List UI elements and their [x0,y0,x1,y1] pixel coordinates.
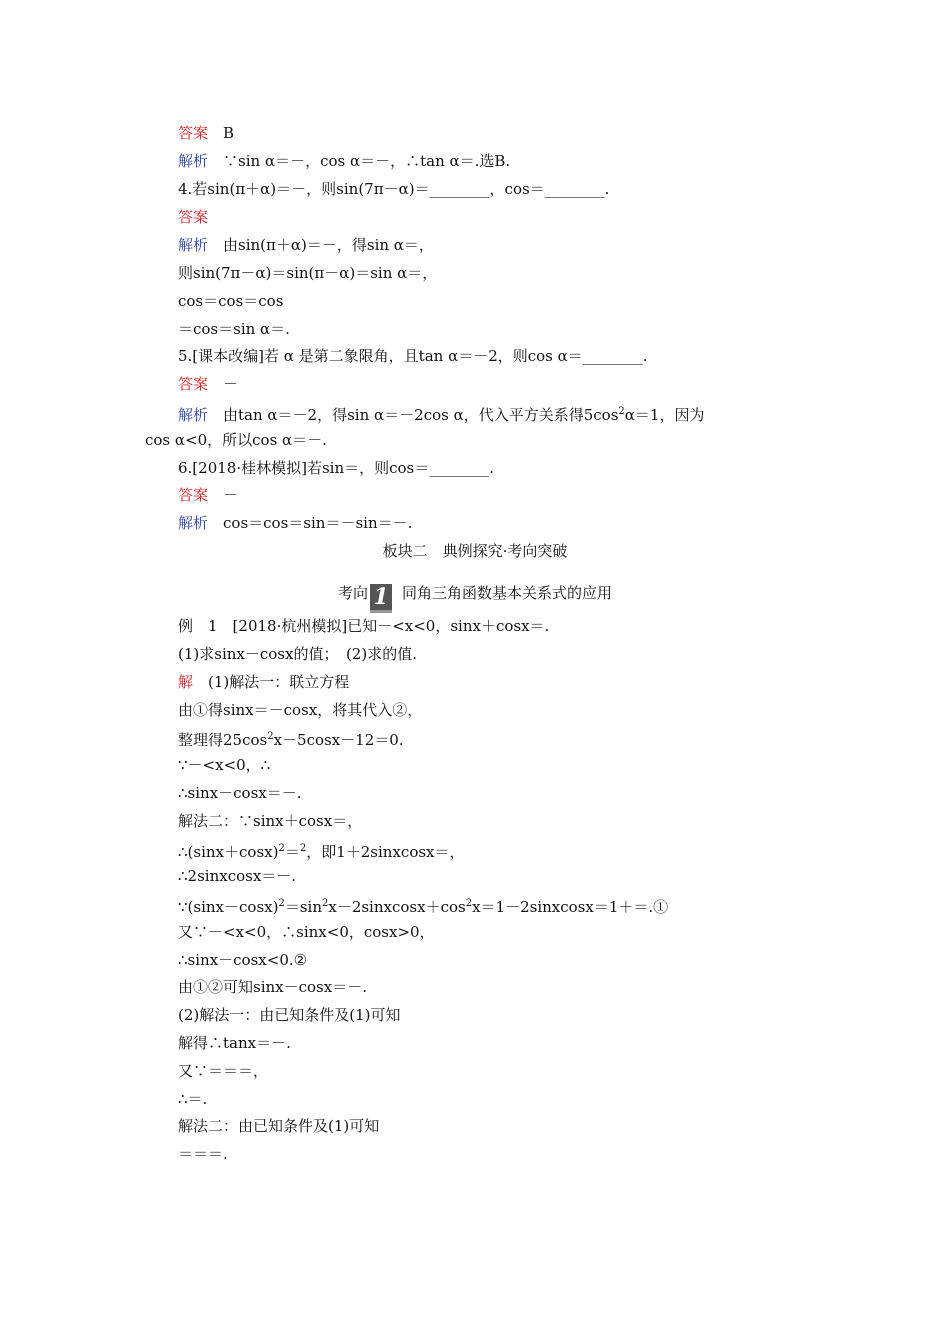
analysis-label: 解析 [178,152,209,170]
analysis-text: 由tan α＝－2，得sin α＝－2cos α，代入平方关系得5cos [223,406,619,424]
analysis-label: 解析 [178,406,209,424]
solution-line-11 [178,950,307,970]
question-4 [178,179,609,199]
solution-text: (2)解法一：由已知条件及(1)可知 [178,1006,401,1024]
analysis-line-5b [145,430,327,450]
question-6 [178,458,494,478]
analysis-text: ∵sin α＝－，cos α＝－，∴tan α＝.选B. [223,152,511,170]
solution-text: ，即1＋2sinxcosx＝， [306,843,465,861]
example-text: (1)求sinx－cosx的值； (2)求的值. [178,645,417,663]
analysis-text: cos α<0，所以cos α＝－. [145,431,327,449]
answer-line-4 [178,207,208,227]
superscript: 2 [618,406,625,417]
solution-line-10 [178,922,435,942]
solution-line-18 [178,1144,228,1164]
solution-line-13 [178,1005,401,1025]
answer-line-3 [178,123,234,143]
analysis-text: cos＝cos＝sin＝－sin＝－. [223,514,413,532]
superscript: 2 [278,843,285,854]
solution-text: 解法二：∵sinx＋cosx＝， [178,812,363,830]
solution-text: (1)解法一：联立方程 [208,673,350,691]
answer-label: 答案 [178,486,209,504]
example-1 [178,616,549,636]
solution-text: ∵－<x<0，∴ [178,756,271,774]
solution-line-4 [178,755,270,775]
answer-line-5 [178,374,238,394]
superscript: 2 [278,898,285,909]
analysis-text: 由sin(π＋α)＝－，得sin α＝， [223,236,434,254]
solution-line-15 [178,1061,268,1081]
topic-prefix: 考向 [337,584,368,602]
solution-line-17 [178,1116,379,1136]
analysis-line-3 [178,151,510,171]
solution-text: ∵(sinx－cosx) [178,898,279,916]
answer-label: 答案 [178,375,209,393]
solution-line-7 [178,839,465,862]
solution-line-12 [178,977,367,997]
analysis-label: 解析 [178,236,209,254]
superscript: 2 [299,843,307,854]
solution-text: 由①②可知sinx－cosx＝－. [178,978,367,996]
solution-text: x－2sinxcosx＋cos [328,898,466,916]
answer-label: 答案 [178,124,209,142]
analysis-text: ＝cos＝sin α＝. [178,320,290,338]
superscript: 2 [267,731,274,742]
analysis-line-4c [178,291,283,311]
topic-number-icon: 1 [370,584,392,613]
solution-text: ∴sinx－cosx＝－. [178,784,302,802]
solution-line-5 [178,783,302,803]
question-text: 4.若sin(π＋α)＝－，则sin(7π－α)＝________，cos＝________. [178,180,610,198]
section-title [0,541,950,561]
solution-text: 解法二：由已知条件及(1)可知 [178,1117,380,1135]
analysis-line-6 [178,513,412,533]
superscript: 2 [321,898,329,909]
answer-text: － [223,486,239,504]
analysis-text: α＝1，因为 [624,406,705,424]
solution-line-1 [178,672,349,692]
solution-line-2 [178,700,422,720]
solution-line-3 [178,727,404,750]
solution-text: 又∵－<x<0，∴sinx<0，cosx>0， [178,923,435,941]
analysis-line-4 [178,235,434,255]
answer-line-6 [178,485,238,505]
solution-label: 解 [178,673,194,691]
answer-text: － [223,375,239,393]
topic-heading [0,583,950,613]
solution-line-14 [178,1033,291,1053]
solution-text: 整理得25cos [178,731,268,749]
answer-text: B [223,124,235,142]
solution-line-9 [178,894,668,917]
solution-text: ∴2sinxcosx＝－. [178,867,297,885]
solution-line-8 [178,866,296,886]
solution-text: ∴sinx－cosx<0.② [178,951,308,969]
solution-text: x＝1－2sinxcosx＝1＋＝.① [472,898,669,916]
analysis-line-5 [178,402,704,425]
question-text: 5.[课本改编]若 α 是第二象限角，且tan α＝－2，则cos α＝________. [178,347,648,365]
topic-title: 同角三角函数基本关系式的应用 [402,584,613,602]
solution-line-6 [178,811,362,831]
analysis-line-4d [178,319,290,339]
solution-text: ∴＝. [178,1090,208,1108]
solution-text: 解得∴tanx＝－. [178,1034,291,1052]
analysis-text: 则sin(7π－α)＝sin(π－α)＝sin α＝， [178,264,438,282]
solution-text: ＝＝＝. [178,1145,228,1163]
solution-text: ∴(sinx＋cosx) [178,843,279,861]
answer-label: 答案 [178,208,209,226]
question-text: 6.[2018·桂林模拟]若sin＝，则cos＝________. [178,459,495,477]
analysis-label: 解析 [178,514,209,532]
superscript: 2 [465,898,473,909]
solution-line-16 [178,1089,207,1109]
solution-text: 由①得sinx＝－cosx，将其代入②， [178,701,423,719]
question-5 [178,346,648,366]
solution-text: x－5cosx－12＝0. [273,731,404,749]
analysis-text: cos＝cos＝cos [178,292,284,310]
example-text: 例 1 [2018·杭州模拟]已知－<x<0，sinx＋cosx＝. [178,617,550,635]
section-title-text: 板块二 典例探究·考向突破 [382,542,568,560]
solution-text: 又∵＝＝＝， [178,1062,269,1080]
solution-text: ＝sin [284,898,322,916]
example-questions [178,644,417,664]
analysis-line-4b [178,263,437,283]
solution-text: ＝ [284,843,300,861]
